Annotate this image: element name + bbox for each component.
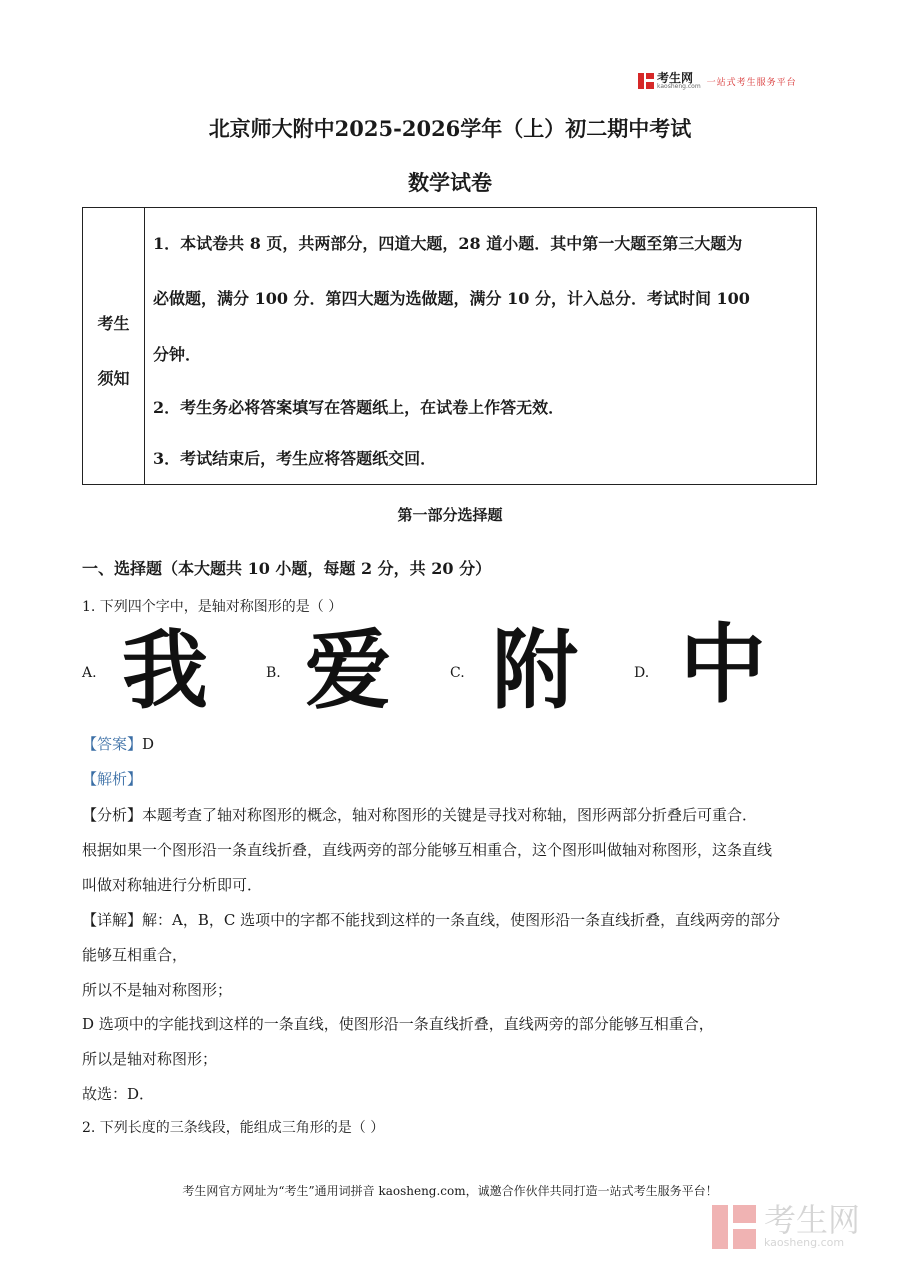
analysis-line: 能够互相重合， [82, 946, 188, 964]
part-title: 第一部分选择题 [397, 506, 503, 524]
notice-box [82, 207, 817, 485]
analysis-line: 所以是轴对称图形； [82, 1050, 218, 1068]
footer-text: 考生网官方网址为“考生”通用词拼音 kaosheng.com，诚邀合作伙伴共同打造一站式考生服务平台！ [182, 1184, 718, 1198]
option-d-glyph: 中 [680, 615, 766, 715]
answer-value: D [142, 735, 155, 753]
notice-label-line1: 考生 [97, 314, 130, 333]
answer-row [82, 733, 154, 754]
question-1-stem: 1. 下列四个字中，是轴对称图形的是（ ） [82, 599, 343, 615]
analysis-line: 叫做对称轴进行分析即可． [82, 876, 263, 894]
kaosheng-logo-icon [638, 73, 654, 89]
analysis-label: 【解析】 [82, 770, 143, 788]
option-b-glyph: 爱 [305, 621, 391, 721]
logo-slogan: 一站式考生服务平台 [706, 77, 797, 88]
watermark [712, 1201, 861, 1249]
analysis-line: 根据如果一个图形沿一条直线折叠，直线两旁的部分能够互相重合，这个图形叫做轴对称图形，这条直线 [82, 841, 773, 859]
analysis-line: 【分析】本题考查了轴对称图形的概念，轴对称图形的关键是寻找对称轴，图形两部分折叠后可重合． [82, 806, 758, 824]
analysis-line: 【详解】解：A，B，C 选项中的字都不能找到这样的一条直线，使图形沿一条直线折叠，直线两旁的部分 [82, 911, 781, 929]
header-logo [638, 72, 797, 90]
notice-line: 必做题，满分 100 分．第四大题为选做题，满分 10 分，计入总分．考试时间 100 [153, 289, 750, 308]
notice-label-cell [83, 208, 145, 484]
notice-line: 3．考试结束后，考生应将答题纸交回． [153, 449, 437, 468]
watermark-logo-icon [712, 1205, 756, 1249]
analysis-line: 所以不是轴对称图形； [82, 981, 233, 999]
notice-label-line2: 须知 [97, 369, 130, 388]
section-title: 一、选择题（本大题共 10 小题，每题 2 分，共 20 分） [82, 559, 492, 578]
notice-line: 1．本试卷共 8 页，共两部分，四道大题，28 道小题．其中第一大题至第三大题为 [153, 234, 743, 253]
exam-subtitle: 数学试卷 [408, 170, 492, 195]
watermark-name: 考生网 [764, 1201, 861, 1239]
option-d-letter: D. [634, 665, 650, 681]
analysis-line: D 选项中的字能找到这样的一条直线，使图形沿一条直线折叠，直线两旁的部分能够互相重合， [82, 1015, 714, 1033]
answer-label: 【答案】 [82, 735, 143, 753]
option-a-glyph: 我 [122, 621, 208, 721]
question-2-stem: 2. 下列长度的三条线段，能组成三角形的是（ ） [82, 1120, 385, 1136]
logo-name: 考生网 [657, 71, 694, 85]
analysis-line: 故选：D． [82, 1085, 155, 1103]
option-c-glyph: 附 [492, 621, 578, 721]
logo-domain: kaosheng.com [657, 83, 701, 90]
option-a-letter: A. [82, 665, 97, 681]
notice-line: 分钟． [153, 345, 202, 364]
notice-line: 2．考生务必将答案填写在答题纸上，在试卷上作答无效． [153, 398, 565, 417]
exam-title: 北京师大附中2025-2026学年（上）初二期中考试 [208, 116, 692, 141]
option-b-letter: B. [266, 665, 281, 681]
watermark-domain: kaosheng.com [764, 1236, 845, 1249]
option-c-letter: C. [450, 665, 465, 681]
